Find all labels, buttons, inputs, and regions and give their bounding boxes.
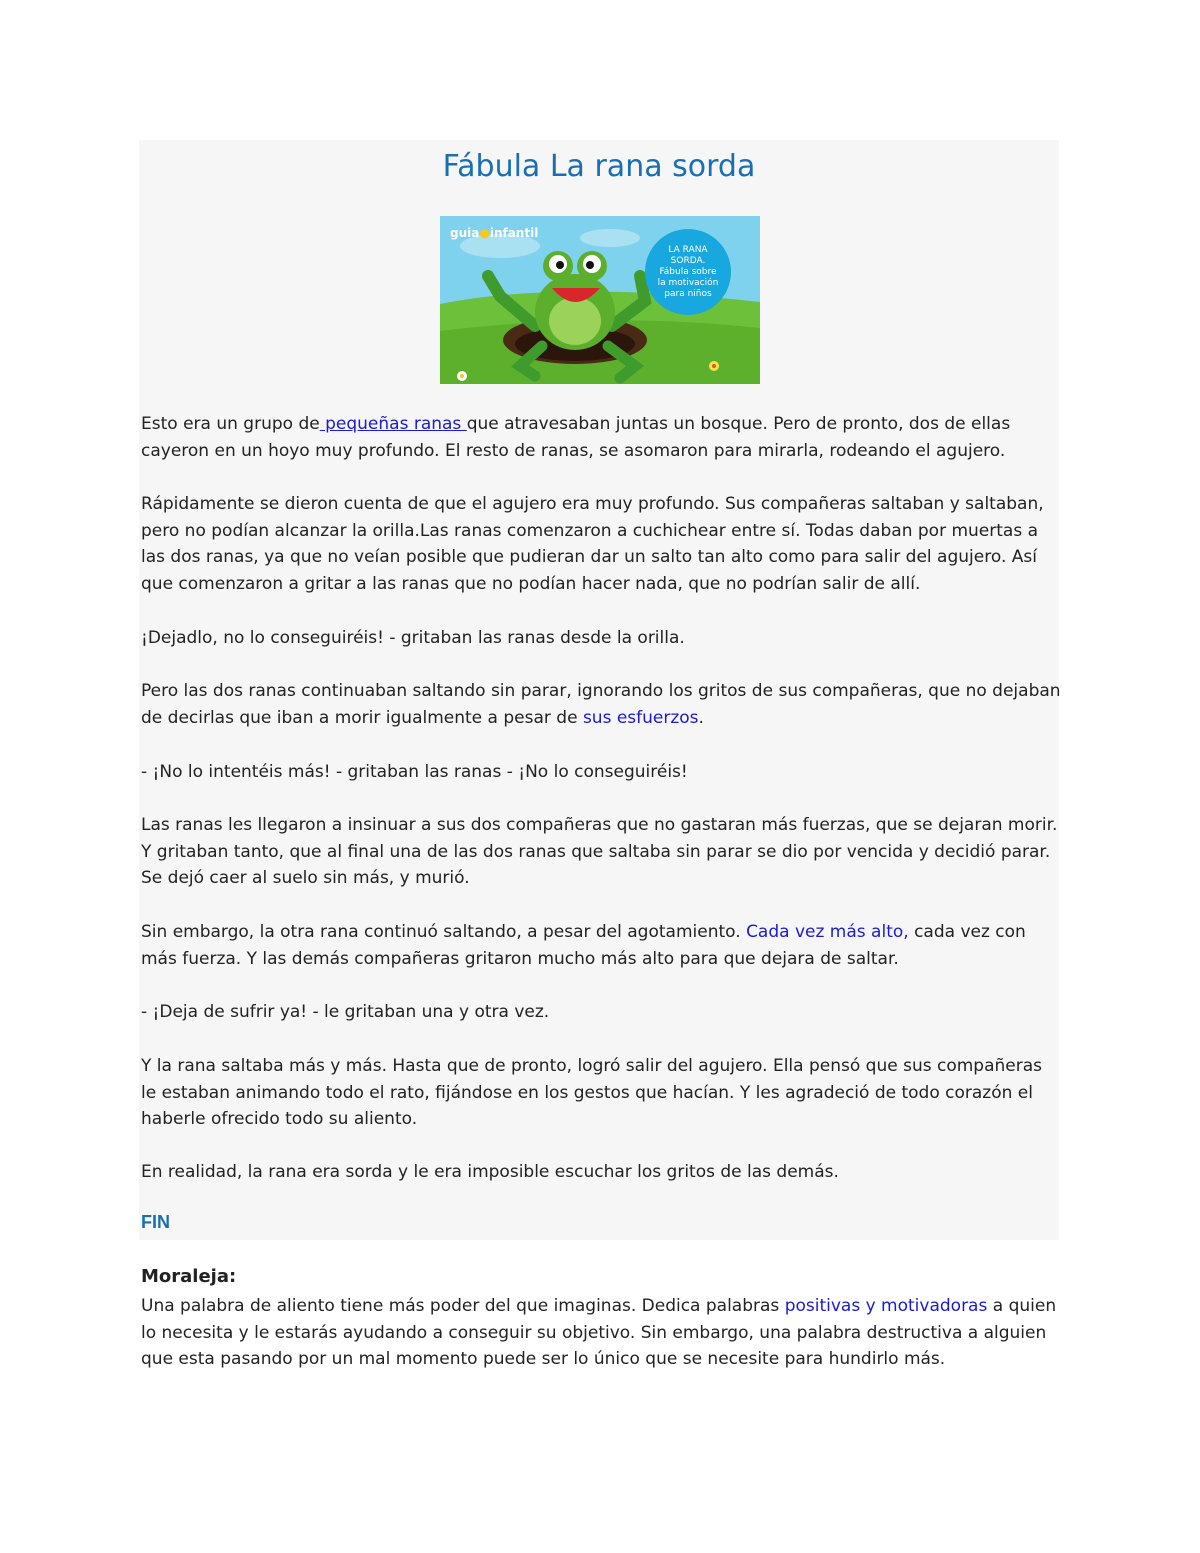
frog-banner-image [440,216,760,384]
story-paragraph-10: En realidad, la rana era sorda y le era imposible escuchar los gritos de las demás. [141,1162,839,1182]
story-paragraph-2: Rápidamente se dieron cuenta de que el agujero era muy profundo. Sus compañeras saltaban y saltaban, pero no podían alcanzar la orilla.Las ranas comenzaron a cuchichear entre sí. Todas daban por muertas a las dos ranas, ya que no veían posible que pudieran dar un salto tan alto como para salir del agujero. Así que comenzaron a gritar a las ranas que no podían hacer nada, que no podrían salir de allí. [141,494,1044,594]
story-paragraph-9: Y la rana saltaba más y más. Hasta que de pronto, logró salir del agujero. Ella pensó que sus compañeras le estaban animando todo el rato, fijándose en los gestos que hacían. Y les agradeció de todo corazón el haberle ofrecido todo su aliento. [141,1056,1042,1129]
banner-brand-logo: guia●infantil [450,226,539,240]
badge-line-1: LA RANA [668,245,708,255]
moraleja-text-b: a quien lo necesita y le estarás ayudando a conseguir su objetivo. Sin embargo, una palabra destructiva a alguien que esta pasando por un mal momento puede ser lo único que se necesite para hundirlo más. [141,1296,1057,1369]
moraleja-heading: Moraleja: [141,1266,237,1287]
moraleja-text-a: Una palabra de aliento tiene más poder del que imaginas. Dedica palabras [141,1296,785,1316]
story-paragraph-6: Las ranas les llegaron a insinuar a sus dos compañeras que no gastaran más fuerzas, que se dejaran morir. Y gritaban tanto, que al final una de las dos ranas que saltaba sin parar se dio por vencida y decidió parar. Se dejó caer al suelo sin más, y murió. [141,815,1058,888]
story-paragraph-8: - ¡Deja de sufrir ya! - le gritaban una y otra vez. [141,1002,550,1022]
story-paragraph-1 [141,411,1061,464]
moraleja-paragraph [141,1293,1061,1373]
p1-text-b: que atravesaban juntas un bosque. Pero de pronto, dos de ellas cayeron en un hoyo muy profundo. El resto de ranas, se asomaron para mirarla, rodeando el agujero. [141,414,1011,461]
story-paragraph-3: ¡Dejadlo, no lo conseguiréis! - gritaban las ranas desde la orilla. [141,628,685,648]
fin-label: FIN [141,1212,170,1232]
story-paragraph-5: - ¡No lo intentéis más! - gritaban las ranas - ¡No lo conseguiréis! [141,762,688,782]
story-paragraph-7 [141,919,1061,972]
story-paragraph-4 [141,678,1061,731]
p1-text-a: Esto era un grupo de [141,414,320,434]
p7-text-a: Sin embargo, la otra rana continuó saltando, a pesar del agotamiento. [141,922,747,942]
cada-vez-mas-alto-link[interactable]: Cada vez más alto, [746,922,909,942]
sus-esfuerzos-link[interactable]: sus esfuerzos [582,707,699,728]
badge-line-2: SORDA. [670,256,706,266]
p7-text-b: cada vez con más fuerza. Y las demás compañeras gritaron mucho más alto para que dejara de saltar. [141,922,1026,969]
page-title: Fábula La rana sorda [442,149,756,184]
badge-line-4: la motivación [657,278,719,288]
positivas-motivadoras-link[interactable]: positivas y motivadoras [784,1296,988,1316]
p4-text-b: . [698,707,704,728]
badge-line-3: Fábula sobre [659,267,717,277]
badge-line-5: para niños [664,289,712,299]
p4-text-a: Pero las dos ranas continuaban saltando sin parar, ignorando los gritos de sus compañeras, que no dejaban de decirlas que iban a morir igualmente a pesar de [141,681,1061,728]
pequenas-ranas-link[interactable]: pequeñas ranas [319,414,467,434]
